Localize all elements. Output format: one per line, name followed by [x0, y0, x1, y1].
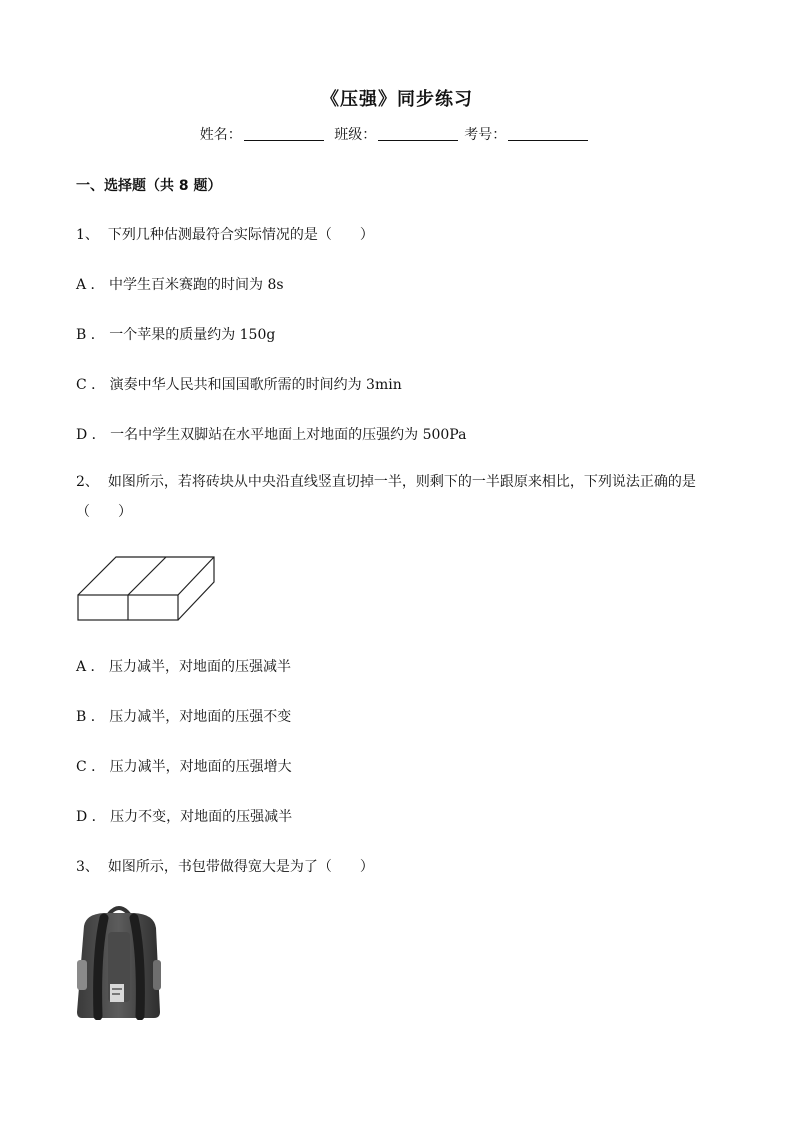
class-blank[interactable] — [378, 126, 458, 141]
brick-figure — [76, 554, 218, 624]
question-2-option-a: A ． 压力减半，对地面的压强减半 — [76, 659, 292, 675]
question-2-stem — [76, 467, 726, 527]
question-number: 2、 — [76, 474, 99, 490]
question-number: 1、 — [76, 227, 99, 243]
question-2-option-c: C ． 压力减半，对地面的压强增大 — [76, 759, 292, 775]
question-2-option-b: B ． 压力减半，对地面的压强不变 — [76, 709, 292, 725]
backpack-photo — [74, 904, 164, 1020]
question-2-option-d: D ． 压力不变，对地面的压强减半 — [76, 809, 293, 825]
question-1-stem — [76, 224, 374, 244]
question-1-option-a: A ． 中学生百米赛跑的时间为 8s — [76, 277, 284, 293]
question-1-option-b: B ． 一个苹果的质量约为 150g — [76, 327, 276, 343]
name-blank[interactable] — [244, 126, 324, 141]
question-text: 如图所示，若将砖块从中央沿直线竖直切掉一半，则剩下的一半跟原来相比，下列说法正确的是（ ） — [76, 474, 696, 520]
student-info-line — [0, 124, 794, 144]
name-label: 姓名： — [199, 127, 242, 143]
exam-blank[interactable] — [508, 126, 588, 141]
question-3-stem — [76, 856, 374, 876]
question-text: 如图所示，书包带做得宽大是为了（ ） — [107, 859, 374, 875]
question-number: 3、 — [76, 859, 99, 875]
question-text: 下列几种估测最符合实际情况的是（ ） — [107, 227, 374, 243]
section-title: 一、选择题（共 8 题） — [76, 178, 222, 194]
page-title: 《压强》同步练习 — [321, 89, 473, 110]
class-label: 班级： — [334, 127, 377, 143]
question-1-option-c: C ． 演奏中华人民共和国国歌所需的时间约为 3min — [76, 377, 402, 393]
question-1-option-d: D ． 一名中学生双脚站在水平地面上对地面的压强约为 500Pa — [76, 427, 467, 443]
exam-label: 考号： — [464, 127, 507, 143]
